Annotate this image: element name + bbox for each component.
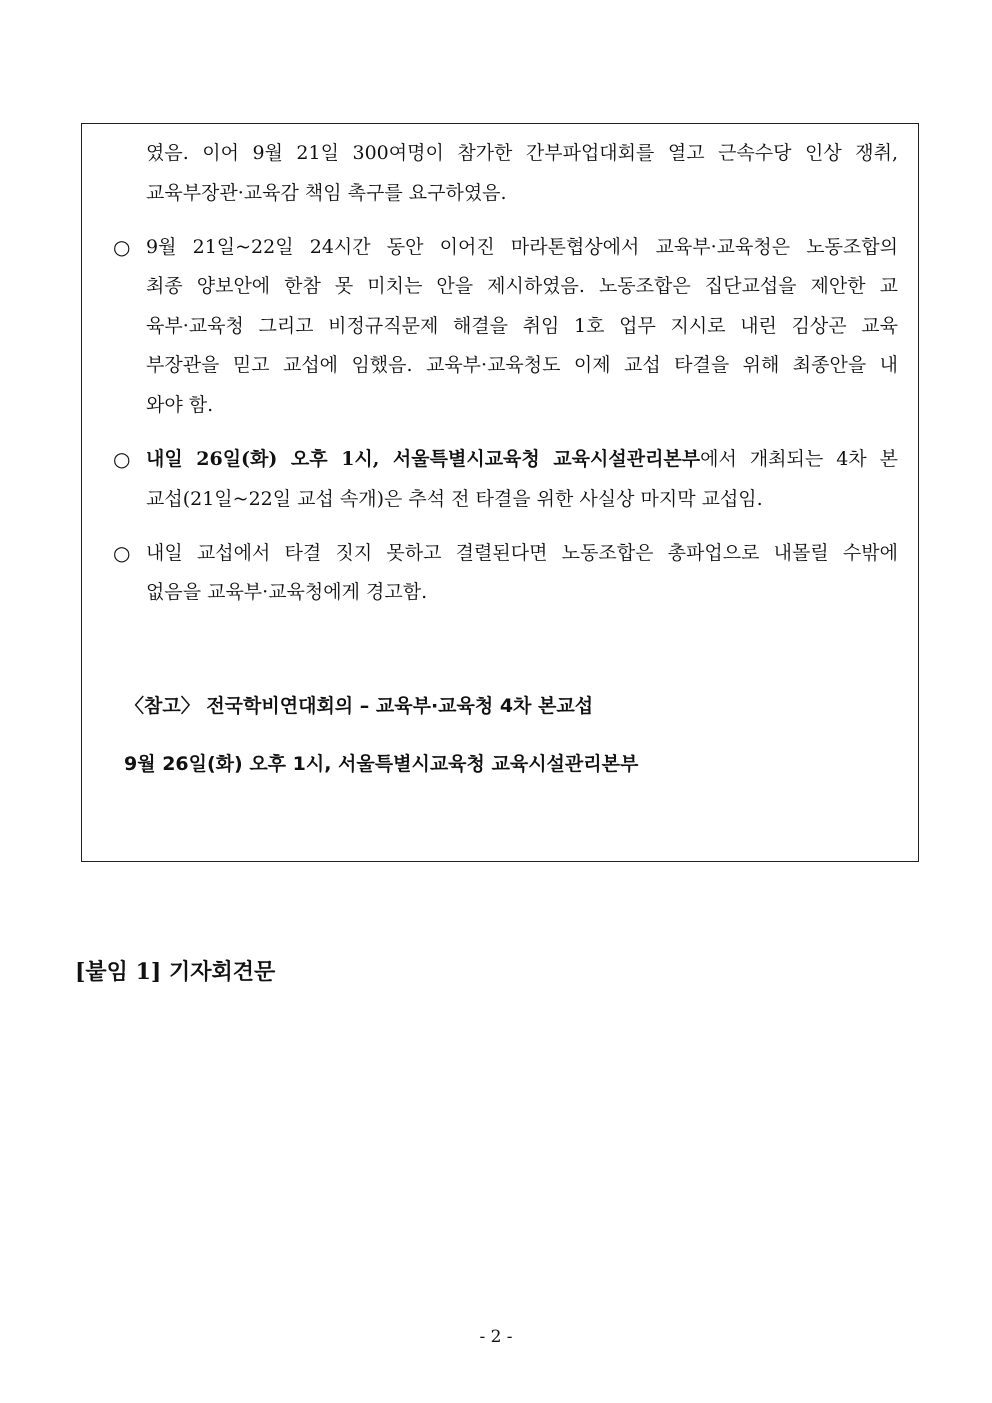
- para1-bullet-icon: ○: [113, 235, 131, 259]
- para2-line-1-rest: 에서 개최되는 4차 본: [700, 448, 898, 470]
- reference-title: 〈참고〉 전국학비연대회의 – 교육부·교육청 4차 본교섭: [125, 695, 594, 717]
- para2-line-2: 교섭(21일~22일 교섭 속개)은 추석 전 타결을 위한 사실상 마지막 교섭임.: [146, 488, 763, 510]
- page-number: - 2 -: [479, 1327, 513, 1347]
- reference-detail: 9월 26일(화) 오후 1시, 서울특별시교육청 교육시설관리본부: [124, 753, 639, 775]
- notice-box: [81, 123, 919, 862]
- para2-bullet-icon: ○: [113, 447, 131, 471]
- para3-bullet-icon: ○: [113, 541, 131, 565]
- para2-emphasis: 내일 26일(화) 오후 1시, 서울특별시교육청 교육시설관리본부: [146, 448, 701, 470]
- para0-line-2: 교육부장관·교육감 책임 촉구를 요구하였음.: [146, 182, 507, 204]
- para2-line-1: [146, 447, 898, 471]
- para1-line-2: 최종 양보안에 한참 못 미치는 안을 제시하였음. 노동조합은 집단교섭을 제안한 교: [146, 275, 898, 297]
- para1-line-5: 와야 함.: [146, 394, 214, 416]
- para3-line-2: 없음을 교육부·교육청에게 경고함.: [146, 581, 428, 603]
- para3-line-1: 내일 교섭에서 타결 짓지 못하고 결렬된다면 노동조합은 총파업으로 내몰릴 수밖에: [146, 542, 898, 564]
- attachment-heading: [붙임 1] 기자회견문: [75, 959, 276, 985]
- para0-line-1: 였음. 이어 9월 21일 300여명이 참가한 간부파업대회를 열고 근속수당 인상 쟁취,: [146, 142, 898, 164]
- para1-line-3: 육부·교육청 그리고 비정규직문제 해결을 취임 1호 업무 지시로 내린 김상곤 교육: [146, 315, 898, 337]
- para1-line-4: 부장관을 믿고 교섭에 임했음. 교육부·교육청도 이제 교섭 타결을 위해 최종안을 내: [146, 354, 898, 376]
- para1-line-1: 9월 21일~22일 24시간 동안 이어진 마라톤협상에서 교육부·교육청은 노동조합의: [146, 236, 898, 258]
